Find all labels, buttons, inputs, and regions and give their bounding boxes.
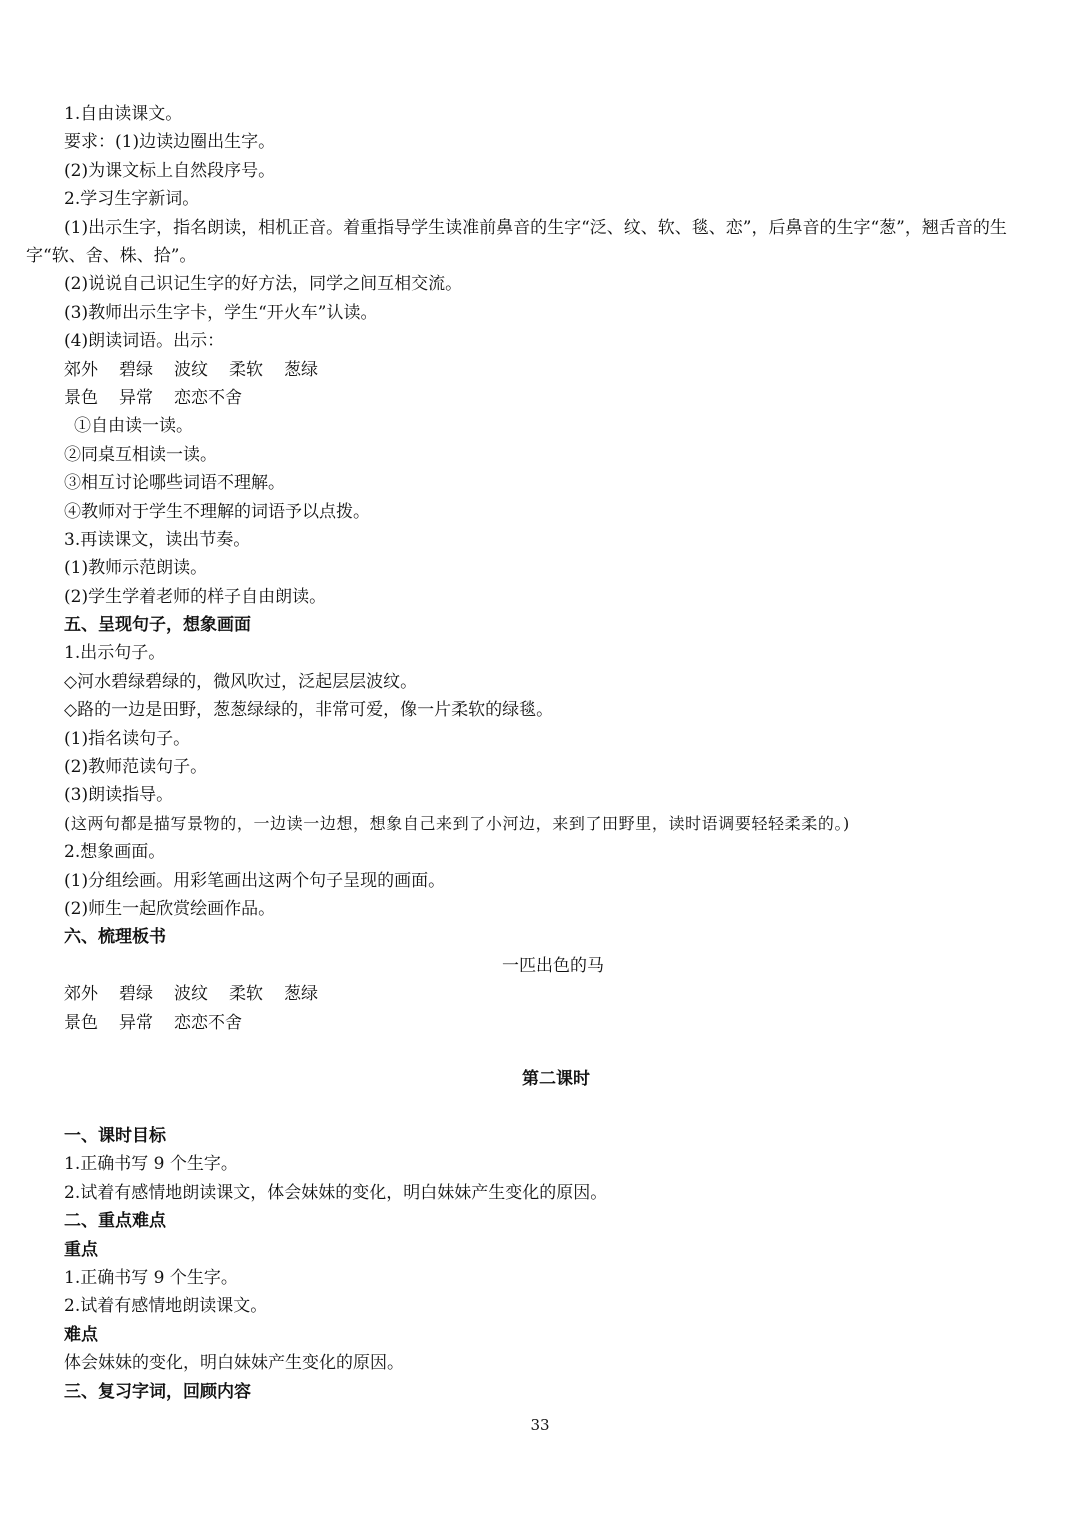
word: 景色 [64, 1012, 98, 1033]
board-word-row [64, 980, 1054, 1008]
word: 恋恋不舍 [174, 1012, 242, 1033]
board-word-row [64, 1009, 1054, 1037]
word: 异常 [119, 1012, 153, 1033]
sub-heading: 难点 [64, 1324, 98, 1345]
text-line: (1)分组绘画。用彩笔画出这两个句子呈现的画面。 [64, 870, 446, 891]
text-line: ①自由读一读。 [74, 416, 193, 437]
text-line: (1)指名读句子。 [64, 728, 191, 749]
page-number: 33 [530, 1416, 550, 1434]
text-line: 1.出示句子。 [64, 643, 166, 664]
section-heading: 二、重点难点 [64, 1211, 166, 1232]
text-line: (2)师生一起欣赏绘画作品。 [64, 898, 276, 919]
word: 柔软 [229, 359, 263, 380]
text-line: 2.学习生字新词。 [64, 189, 200, 210]
word-list-row [64, 356, 1054, 384]
word: 波纹 [174, 359, 208, 380]
text-line: (3)朗读指导。 [64, 785, 174, 806]
text-line: 1.自由读课文。 [64, 104, 183, 124]
sub-heading: 重点 [64, 1239, 98, 1260]
board-title: 一匹出色的马 [502, 955, 604, 976]
text-line: (1)教师示范朗读。 [64, 558, 208, 579]
text-line: (3)教师出示生字卡，学生“开火车”认读。 [64, 302, 378, 323]
lesson-title: 第二课时 [522, 1069, 590, 1090]
paragraph [26, 214, 1054, 271]
lesson-title-row [64, 1065, 1054, 1093]
section-heading: 一、课时目标 [64, 1126, 166, 1147]
word: 异常 [119, 387, 153, 408]
text-line: ◇路的一边是田野，葱葱绿绿的，非常可爱，像一片柔软的绿毯。 [64, 700, 554, 721]
text-line: (2)教师范读句子。 [64, 757, 208, 778]
word: 碧绿 [119, 984, 153, 1005]
word: 碧绿 [119, 359, 153, 380]
text-line: 2.想象画面。 [64, 842, 166, 863]
word: 波纹 [174, 984, 208, 1005]
text-line: ③相互讨论哪些词语不理解。 [64, 473, 285, 494]
guidance-note: (这两句都是描写景物的，一边读一边想，想象自己来到了小河边，来到了田野里，读时语调要轻轻柔柔的。) [64, 813, 850, 833]
board-title-row [64, 952, 1054, 980]
word: 景色 [64, 387, 98, 408]
word: 郊外 [64, 984, 98, 1005]
text-line: 要求：(1)边读边圈出生字。 [64, 132, 276, 153]
word: 恋恋不舍 [174, 387, 242, 408]
page-content [26, 100, 1054, 1406]
section-heading: 三、复习字词，回顾内容 [64, 1381, 251, 1402]
text-line: 3.再读课文，读出节奏。 [64, 529, 251, 550]
word: 郊外 [64, 359, 98, 380]
text-line: (2)为课文标上自然段序号。 [64, 160, 276, 181]
text-line: ◇河水碧绿碧绿的，微风吹过，泛起层层波纹。 [64, 671, 418, 692]
text-line: (4)朗读词语。出示： [64, 331, 225, 352]
word: 葱绿 [284, 359, 318, 380]
text-line: 1.正确书写 9 个生字。 [64, 1268, 238, 1289]
paragraph-text: (1)出示生字，指名朗读，相机正音。着重指导学生读准前鼻音的生字“泛、纹、软、毯、恋”，后鼻音的生字“葱”，翘舌音的生字“软、舍、株、拾”。 [26, 217, 1007, 266]
text-line: (2)说说自己识记生字的好方法，同学之间互相交流。 [64, 274, 463, 295]
text-line: 体会妹妹的变化，明白妹妹产生变化的原因。 [64, 1353, 404, 1374]
text-line: 1.正确书写 9 个生字。 [64, 1154, 238, 1175]
text-line: 2.试着有感情地朗读课文，体会妹妹的变化，明白妹妹产生变化的原因。 [64, 1182, 608, 1203]
section-heading: 五、呈现句子，想象画面 [64, 615, 251, 636]
text-line: 2.试着有感情地朗读课文。 [64, 1296, 268, 1317]
spacer [64, 1037, 1054, 1065]
section-heading: 六、梳理板书 [64, 927, 166, 948]
word-list-row [64, 384, 1054, 412]
word: 葱绿 [284, 984, 318, 1005]
text-line: ②同桌互相读一读。 [64, 444, 217, 465]
text-line: (2)学生学着老师的样子自由朗读。 [64, 586, 327, 607]
text-line: ④教师对于学生不理解的词语予以点拨。 [64, 501, 370, 522]
word: 柔软 [229, 984, 263, 1005]
spacer [64, 1094, 1054, 1122]
